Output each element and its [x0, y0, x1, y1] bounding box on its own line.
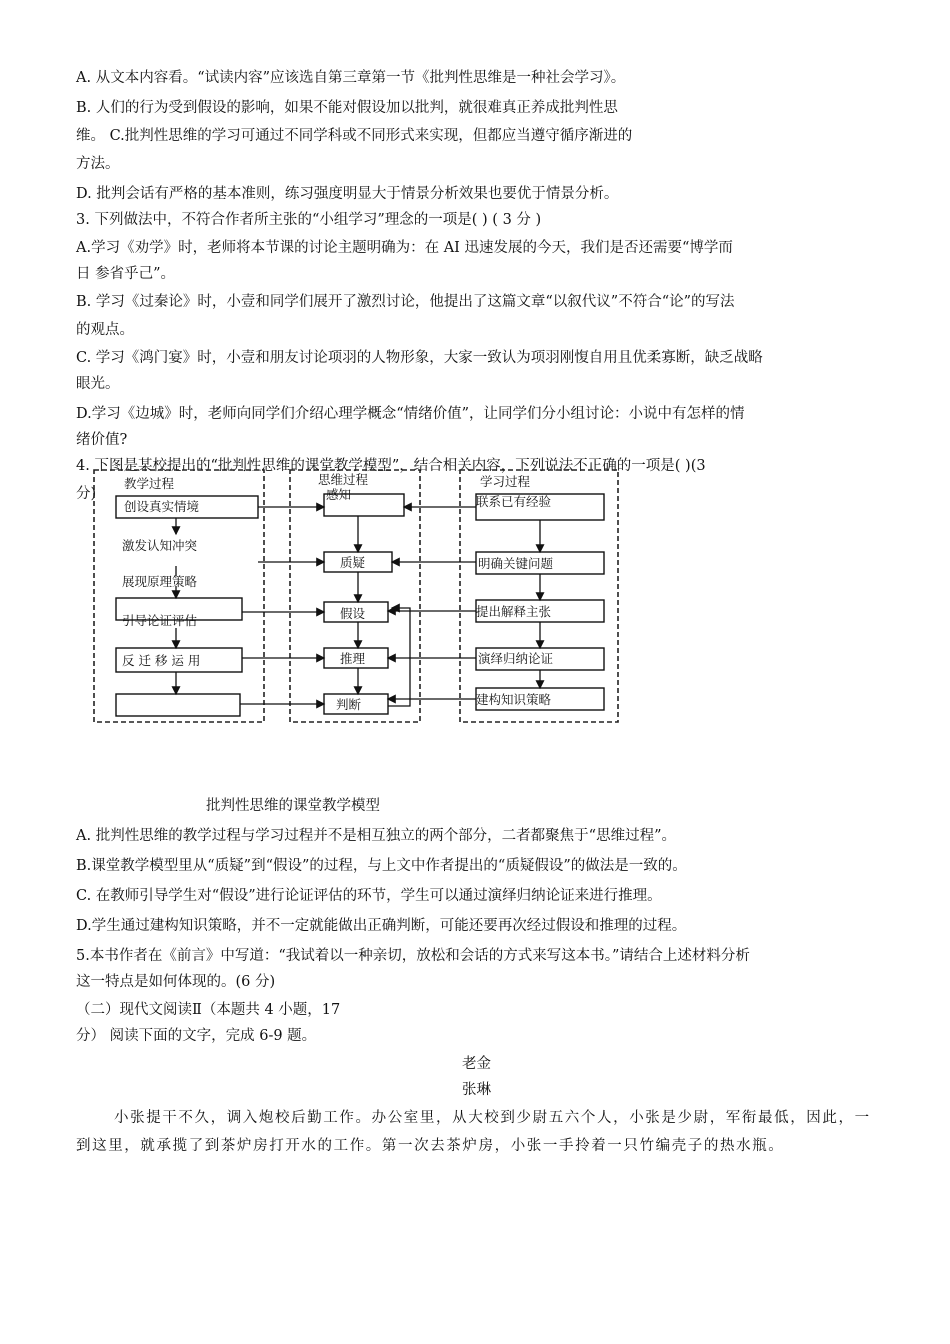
col2-title: 思维过程	[318, 472, 369, 487]
col3-item-3: 提出解释主张	[476, 604, 552, 619]
q3-option-b-line1: B. 学习《过秦论》时，小壹和同学们展开了激烈讨论，他提出了这篇文章“以叙代议”不符合“论”的写法	[76, 294, 735, 310]
q3-option-c-line2: 眼光。	[76, 376, 120, 392]
q2-option-a: A. 从文本内容看。“试读内容”应该选自第三章第一节《批判性思维是一种社会学习》。	[76, 70, 626, 86]
q2-option-b-line2: 维。 C.批判性思维的学习可通过不同学科或不同形式来实现，但都应当遵守循序渐进的	[76, 128, 633, 144]
col1-item-5: 反 迁 移 运 用	[122, 653, 201, 668]
col2-frame	[290, 470, 420, 722]
col1-item-1: 创设真实情境	[124, 499, 200, 514]
q2-option-d: D. 批判会话有严格的基本准则，练习强度明显大于情景分析效果也要优于情景分析。	[76, 186, 619, 202]
q4-stem-line1: 4. 下图是某校提出的“批判性思维的课堂教学模型”，结合相关内容，下列说法不正确的一项是( )(3	[76, 458, 706, 474]
col2-item-3: 假设	[340, 606, 366, 621]
story-author: 张琳	[462, 1082, 491, 1098]
col1-item-2: 激发认知冲突	[122, 538, 198, 553]
q4-option-c: C. 在教师引导学生对“假设”进行论证评估的环节，学生可以通过演绎归纳论证来进行推理。	[76, 888, 662, 904]
q3-option-d-line2: 绪价值?	[76, 432, 128, 448]
story-paragraph	[76, 1104, 884, 1160]
col2-item-2: 质疑	[340, 555, 366, 570]
col1-title: 教学过程	[124, 476, 175, 491]
q5-line1: 5.本书作者在《前言》中写道：“我试着以一种亲切，放松和会话的方式来写这本书。”请结合上述材料分析	[76, 948, 750, 964]
q3-option-b-line2: 的观点。	[76, 322, 134, 338]
q5-line2: 这一特点是如何体现的。(6 分)	[76, 974, 276, 990]
col2-item-4: 推理	[340, 651, 366, 666]
col3-item-2: 明确关键问题	[478, 556, 554, 571]
section2-heading-line2: 分） 阅读下面的文字，完成 6-9 题。	[76, 1028, 317, 1044]
section2-heading-line1: （二）现代文阅读Ⅱ（本题共 4 小题，17	[76, 1002, 341, 1018]
q4-option-d: D.学生通过建构知识策略，并不一定就能做出正确判断，可能还要再次经过假设和推理的过程。	[76, 918, 687, 934]
q3-option-d-line1: D.学习《边城》时，老师向同学们介绍心理学概念“情绪价值”，让同学们分小组讨论：小说中有怎样的情	[76, 406, 745, 422]
col3-title: 学习过程	[480, 474, 531, 489]
q4-option-b: B.课堂教学模型里从“质疑”到“假设”的过程，与上文中作者提出的“质疑假设”的做法是一致的。	[76, 858, 687, 874]
col1-item-3: 展现原理策略	[122, 574, 198, 589]
q2-option-b-line1: B. 人们的行为受到假设的影响，如果不能对假设加以批判，就很难真正养成批判性思	[76, 100, 618, 116]
teaching-model-diagram	[0, 458, 950, 748]
q3-option-a-line1: A.学习《劝学》时，老师将本节课的讨论主题明确为：在 AI 迅速发展的今天，我们是否还需要“博学而	[76, 240, 733, 256]
col1-item-4: 引导论证评估	[122, 613, 198, 628]
story-title: 老金	[462, 1056, 491, 1072]
story-paragraph-text: 小张提干不久，调入炮校后勤工作。办公室里，从大校到少尉五六个人，小张是少尉，军衔最低，因此，一到这里，就承揽了到茶炉房打开水的工作。第一次去茶炉房，小张一手拎着一只竹编壳子的热水瓶。	[76, 1110, 871, 1154]
col3-item-5: 建构知识策略	[476, 692, 552, 707]
q2-option-b-line3: 方法。	[76, 156, 120, 172]
col3-item-4: 演绎归纳论证	[478, 651, 554, 666]
q4-stem-line2: 分)	[76, 486, 97, 502]
q3-option-a-line2: 日 参省乎己”。	[76, 266, 176, 282]
col3-item-1: 联系已有经验	[476, 494, 552, 509]
q3-stem: 3. 下列做法中，不符合作者所主张的“小组学习”理念的一项是( ) ( 3 分 )	[76, 212, 542, 228]
col2-item-1: 感知	[326, 487, 352, 502]
col2-item-5: 判断	[336, 697, 362, 712]
q3-option-c-line1: C. 学习《鸿门宴》时，小壹和朋友讨论项羽的人物形象，大家一致认为项羽刚愎自用且优柔寡断，缺乏战略	[76, 350, 763, 366]
diagram-caption: 批判性思维的课堂教学模型	[206, 798, 380, 814]
q4-option-a: A. 批判性思维的教学过程与学习过程并不是相互独立的两个部分，二者都聚焦于“思维过程”。	[76, 828, 677, 844]
